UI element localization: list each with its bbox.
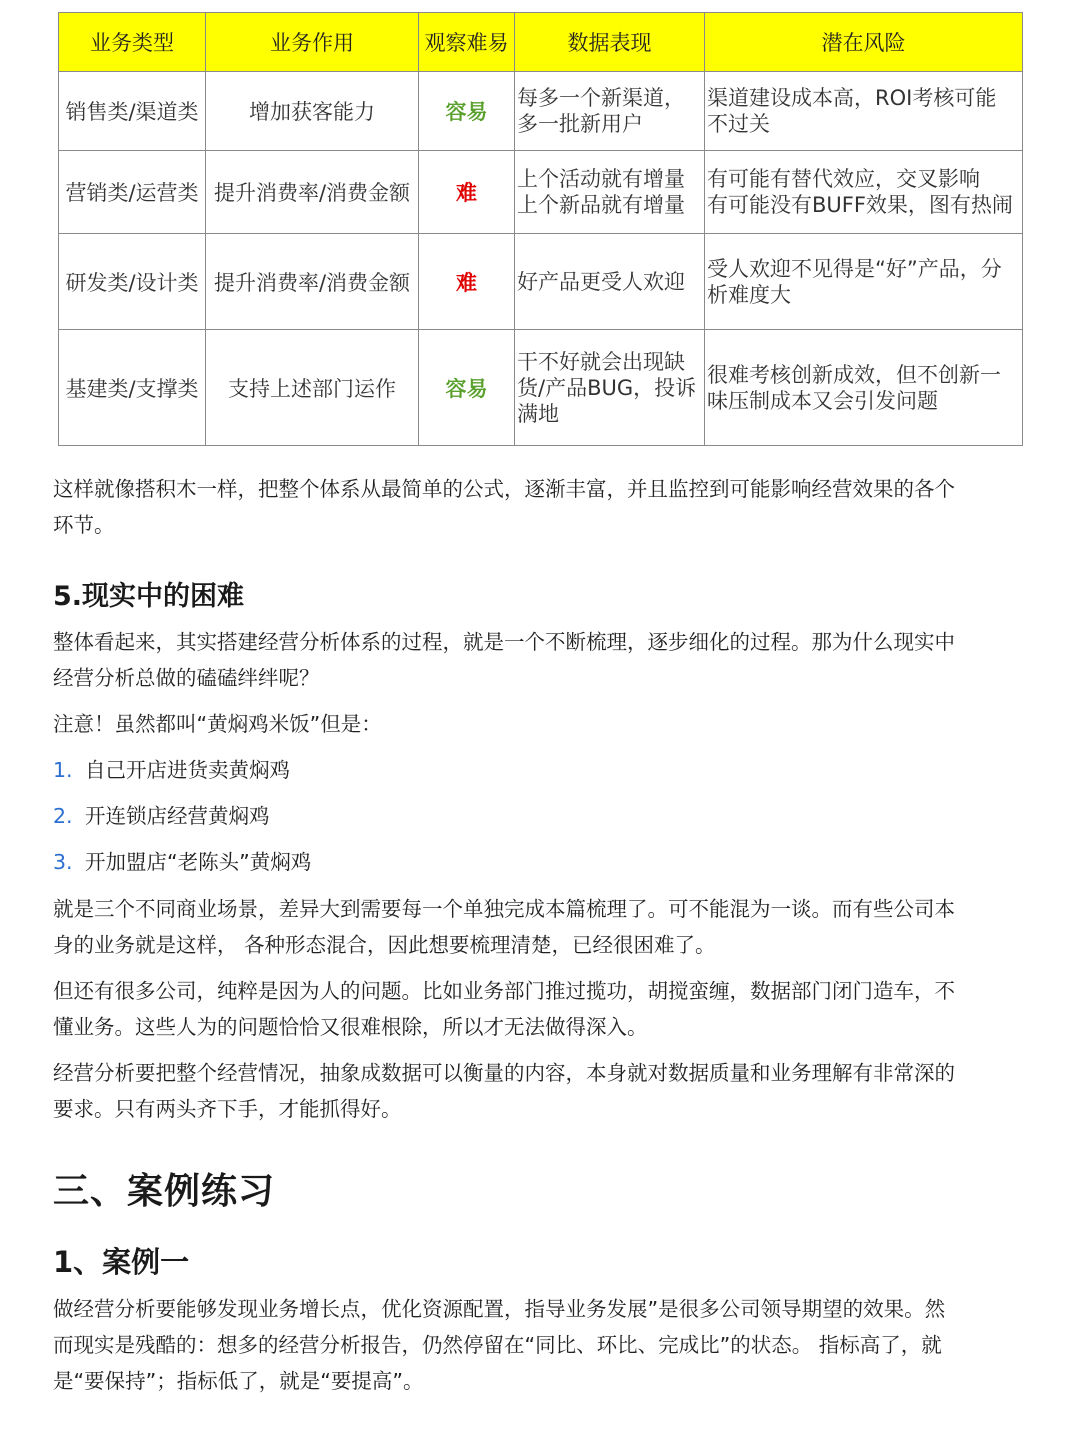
cell-line: 干不好就会出现缺 <box>517 349 685 374</box>
cell-difficulty: 容易 <box>419 330 515 446</box>
cell-line: 满地 <box>517 401 559 426</box>
cell-line: 渠道建设成本高，ROI考核可能 <box>707 86 997 110</box>
table-row <box>59 330 1023 446</box>
cell-performance <box>515 234 705 330</box>
business-table <box>58 12 1023 446</box>
ordered-list <box>53 752 1023 880</box>
cell-type: 营销类/运营类 <box>59 151 206 234</box>
cell-difficulty: 难 <box>419 151 515 234</box>
cell-line: 上个新品就有增量 <box>517 193 685 217</box>
cell-line: 好产品更受人欢迎 <box>517 269 685 294</box>
section-title <box>53 574 1023 613</box>
paragraph-line: 做经营分析要能够发现业务增长点，优化资源配置，指导业务发展”是很多公司领导期望的效果。然 <box>53 1297 946 1321</box>
paragraph-line: 而现实是残酷的：想多的经营分析报告，仍然停留在“同比、环比、完成比”的状态。 指标高了，就 <box>53 1333 942 1357</box>
cell-difficulty: 容易 <box>419 72 515 151</box>
paragraph <box>53 973 1023 1045</box>
paragraph <box>53 1291 1023 1399</box>
table-row <box>59 72 1023 151</box>
chapter-3-title: 三、案例练习 <box>53 1171 276 1212</box>
paragraph-line: 整体看起来，其实搭建经营分析体系的过程，就是一个不断梳理，逐步细化的过程。那为什么现实中 <box>53 630 955 654</box>
table-header-row <box>59 13 1023 72</box>
cell-performance <box>515 330 705 446</box>
cell-type: 研发类/设计类 <box>59 234 206 330</box>
cell-line: 很难考核创新成效，但不创新一 <box>707 362 1001 387</box>
cell-role: 提升消费率/消费金额 <box>206 151 419 234</box>
paragraph-line: 注意！虽然都叫“黄焖鸡米饭”但是： <box>53 712 382 736</box>
cell-role: 增加获客能力 <box>206 72 419 151</box>
list-item-text: 自己开店进货卖黄焖鸡 <box>85 758 290 782</box>
header-potential-risk: 潜在风险 <box>705 13 1023 72</box>
list-item-text: 开连锁店经营黄焖鸡 <box>85 804 270 828</box>
case-1-title: 1、案例一 <box>53 1245 190 1279</box>
cell-line: 有可能有替代效应，交叉影响 <box>707 167 980 191</box>
paragraph-summary <box>53 471 1023 543</box>
cell-risk <box>705 234 1023 330</box>
list-item <box>53 798 1023 834</box>
paragraph <box>53 706 1023 742</box>
cell-performance <box>515 151 705 234</box>
paragraph-line: 环节。 <box>53 513 115 537</box>
paragraph-line: 经营分析总做的磕磕绊绊呢？ <box>53 666 320 690</box>
paragraph-line: 经营分析要把整个经营情况，抽象成数据可以衡量的内容，本身就对数据质量和业务理解有非常深的 <box>53 1061 955 1085</box>
cell-type: 基建类/支撑类 <box>59 330 206 446</box>
paragraph-line: 是“要保持”；指标低了，就是“要提高”。 <box>53 1369 424 1393</box>
header-business-type: 业务类型 <box>59 13 206 72</box>
cell-difficulty: 难 <box>419 234 515 330</box>
cell-role: 提升消费率/消费金额 <box>206 234 419 330</box>
cell-performance <box>515 72 705 151</box>
paragraph-line: 身的业务就是这样， 各种形态混合，因此想要梳理清楚，已经很困难了。 <box>53 933 716 957</box>
list-item <box>53 752 1023 788</box>
cell-risk <box>705 330 1023 446</box>
list-item <box>53 844 1023 880</box>
paragraph-line: 但还有很多公司，纯粹是因为人的问题。比如业务部门推过揽功，胡搅蛮缠，数据部门闭门造车，不 <box>53 979 955 1003</box>
cell-role: 支持上述部门运作 <box>206 330 419 446</box>
cell-risk <box>705 151 1023 234</box>
cell-line: 味压制成本又会引发问题 <box>707 388 938 413</box>
table-row <box>59 234 1023 330</box>
paragraph-line: 这样就像搭积木一样，把整个体系从最简单的公式，逐渐丰富，并且监控到可能影响经营效果的各个 <box>53 477 955 501</box>
case-title <box>53 1240 1023 1281</box>
cell-line: 上个活动就有增量 <box>517 167 685 191</box>
header-data-performance: 数据表现 <box>515 13 705 72</box>
chapter-title <box>53 1163 1023 1214</box>
list-item-number: 2. <box>53 804 73 828</box>
cell-line: 受人欢迎不见得是“好”产品，分 <box>707 256 1002 281</box>
paragraph-line: 要求。只有两头齐下手，才能抓得好。 <box>53 1097 402 1121</box>
cell-line: 多一批新用户 <box>517 112 643 136</box>
paragraph-line: 就是三个不同商业场景，差异大到需要每一个单独完成本篇梳理了。可不能混为一谈。而有些公司本 <box>53 897 955 921</box>
business-table-wrapper <box>58 12 1022 446</box>
cell-risk <box>705 72 1023 151</box>
list-item-number: 3. <box>53 850 73 874</box>
cell-line: 有可能没有BUFF效果，图有热闹 <box>707 193 1013 217</box>
cell-type: 销售类/渠道类 <box>59 72 206 151</box>
paragraph-line: 懂业务。这些人为的问题恰恰又很难根除，所以才无法做得深入。 <box>53 1015 648 1039</box>
paragraph <box>53 891 1023 963</box>
cell-line: 货/产品BUG，投诉 <box>517 375 697 400</box>
cell-line: 不过关 <box>707 112 770 136</box>
list-item-text: 开加盟店“老陈头”黄焖鸡 <box>85 850 312 874</box>
list-item-number: 1. <box>53 758 73 782</box>
cell-line: 析难度大 <box>707 282 791 307</box>
header-observation-difficulty: 观察难易 <box>419 13 515 72</box>
header-business-role: 业务作用 <box>206 13 419 72</box>
cell-line: 每多一个新渠道， <box>517 86 685 110</box>
table-row <box>59 151 1023 234</box>
paragraph <box>53 1055 1023 1127</box>
section-5-title: 5.现实中的困难 <box>53 581 245 612</box>
paragraph <box>53 624 1023 696</box>
